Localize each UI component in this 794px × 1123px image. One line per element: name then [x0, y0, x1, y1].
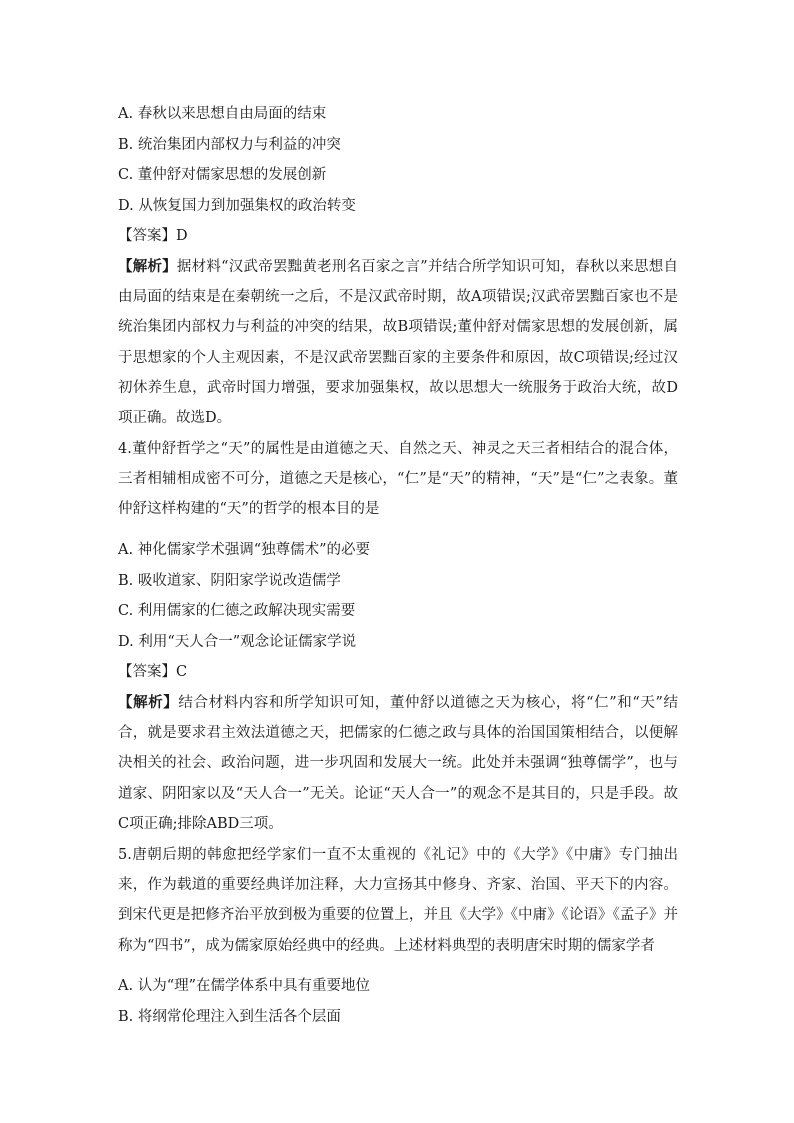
analysis-label: 【解析】	[118, 694, 179, 711]
q3-option-a: A. 春秋以来思想自由局面的结束	[118, 106, 327, 122]
q3-option-d: D. 从恢复国力到加强集权的政治转变	[118, 198, 356, 214]
q4-answer	[118, 662, 187, 682]
q3-option-c: C. 董仲舒对儒家思想的发展创新	[118, 167, 327, 183]
q5-option-b: B. 将纲常伦理注入到生活各个层面	[118, 1009, 341, 1025]
analysis-text: 结合材料内容和所学知识可知，董仲舒以道德之天为核心，将“仁”和“天”结合，就是要求君主效法道德之天，把儒家的仁德之政与具体的治国国策相结合，以便解决相关的社会、政治问题，进一步巩固和发展大一统。此处并未强调“独尊儒学”，也与道家、阴阳家以及“天人合一”无关。论证“天人合一”的观念不是其目的，只是手段。故C项正确;排除ABD三项。	[118, 695, 678, 832]
q5-option-a: A. 认为“理”在儒学体系中具有重要地位	[118, 978, 371, 994]
answer-label: 【答案】	[118, 664, 176, 680]
analysis-label: 【解析】	[118, 258, 177, 275]
q4-option-d: D. 利用“天人合一”观念论证儒家学说	[118, 634, 357, 650]
q4-stem: 4.董仲舒哲学之“天”的属性是由道德之天、自然之天、神灵之天三者相结合的混合体，三者相辅相成密不可分，道德之天是核心，“仁”是“天”的精神，“天”是“仁”之表象。董仲舒这样构建的“天”的哲学的根本目的是	[118, 441, 678, 518]
q4-option-c: C. 利用儒家的仁德之政解决现实需要	[118, 603, 356, 619]
q3-option-b: B. 统治集团内部权力与利益的冲突	[118, 137, 341, 153]
q4-option-b: B. 吸收道家、阴阳家学说改造儒学	[118, 573, 341, 589]
q4-option-a: A. 神化儒家学术强调“独尊儒术”的必要	[118, 542, 371, 558]
answer-label: 【答案】	[118, 228, 176, 244]
q5-stem: 5.唐朝后期的韩愈把经学家们一直不太重视的《礼记》中的《大学》《中庸》专门抽出来，作为载道的重要经典详加注释，大力宣扬其中修身、齐家、治国、平天下的内容。到宋代更是把修齐治平放到极为重要的位置上，并且《大学》《中庸》《论语》《孟子》并称为“四书”，成为儒家原始经典中的经典。上述材料典型的表明唐宋时期的儒家学者	[118, 847, 678, 954]
answer-value: D	[176, 228, 188, 244]
analysis-text: 据材料“汉武帝罢黜黄老刑名百家之言”并结合所学知识可知，春秋以来思想自由局面的结束是在秦朝统一之后，不是汉武帝时期，故A项错误;汉武帝罢黜百家也不是统治集团内部权力与利益的冲突的结果，故B项错误;董仲舒对儒家思想的发展创新，属于思想家的个人主观因素，不是汉武帝罢黜百家的主要条件和原因，故C项错误;经过汉初休养生息，武帝时国力增强，要求加强集权，故以思想大一统服务于政治大统，故D项正确。故选D。	[118, 259, 679, 427]
answer-value: C	[176, 664, 188, 680]
q3-analysis	[118, 252, 678, 433]
q3-answer	[118, 226, 188, 246]
q4-analysis	[118, 688, 678, 839]
